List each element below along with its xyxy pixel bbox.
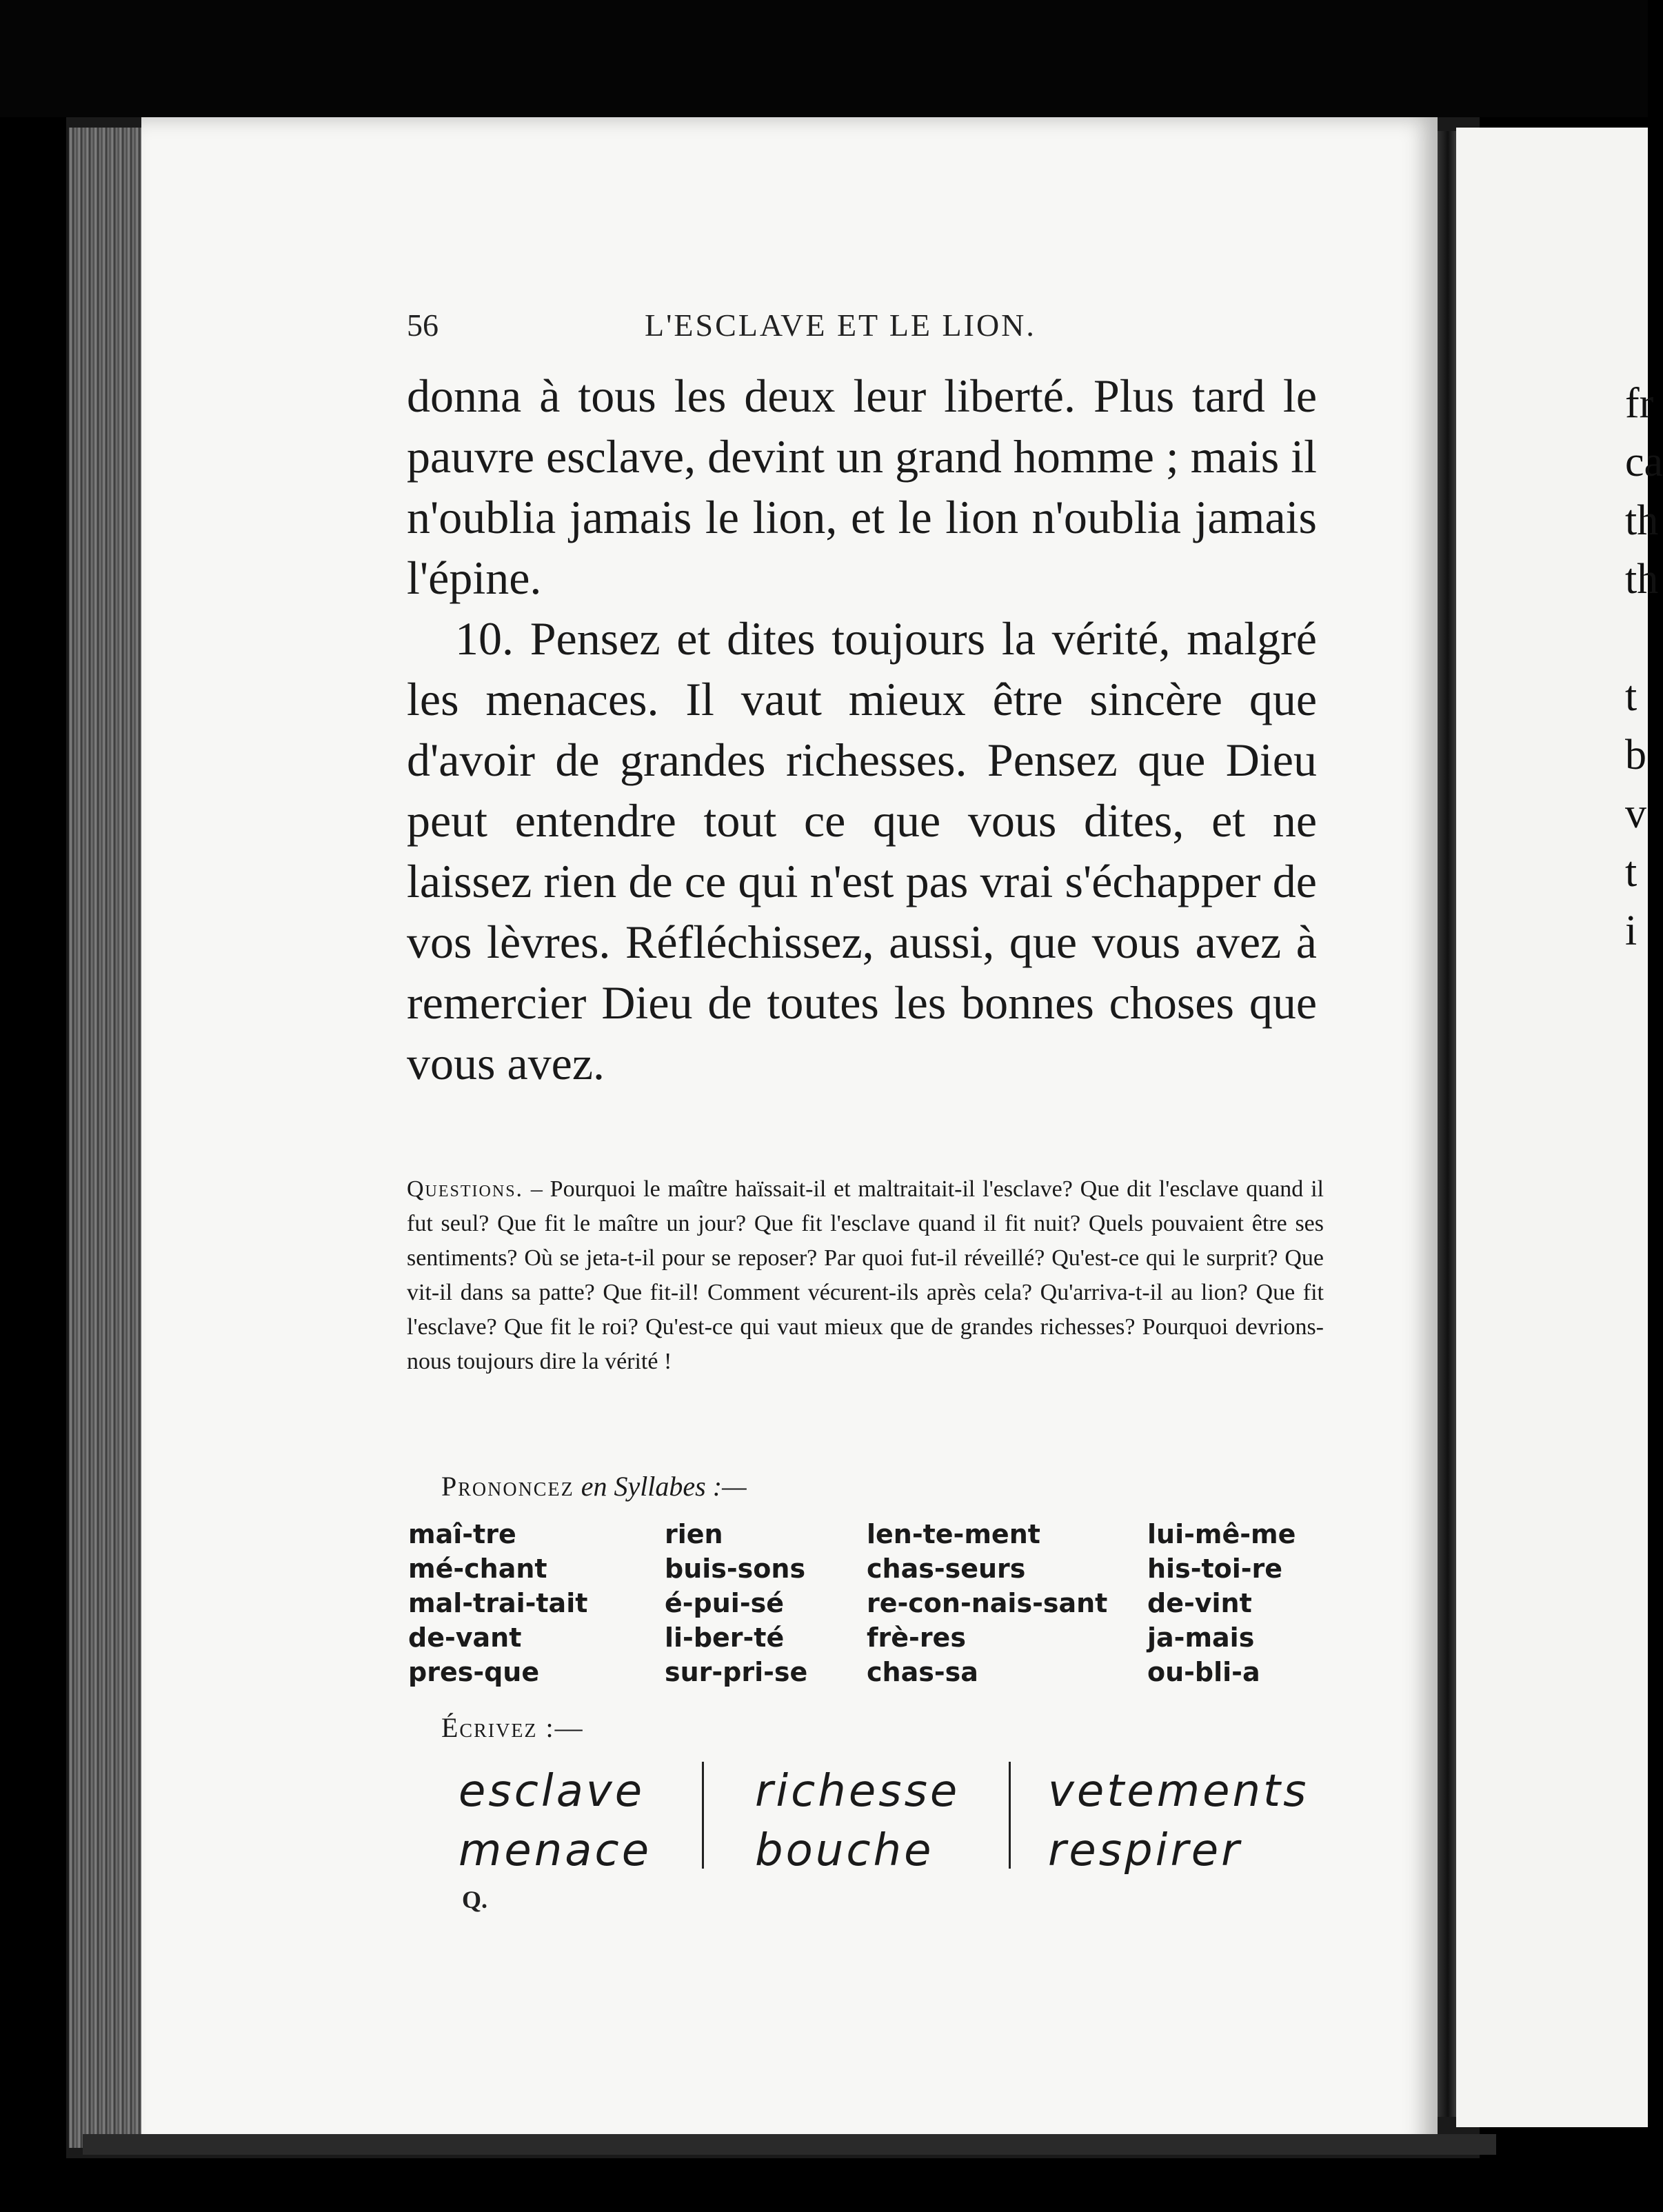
column-divider [1009, 1762, 1011, 1869]
syllable-word: mé-chant [408, 1554, 547, 1584]
syllable-column [867, 1517, 1107, 1689]
facing-page-fragment: b [1625, 732, 1646, 778]
writing-word: respirer [1048, 1825, 1242, 1876]
ecrivez-heading: Écrivez :— [441, 1712, 584, 1743]
book-gutter [1438, 131, 1458, 2117]
writing-word: richesse [755, 1766, 960, 1817]
pronounce-heading: Prononcez en Syllabes :— [441, 1471, 747, 1502]
page-number: 56 [407, 308, 439, 343]
writing-column [1048, 1762, 1309, 1880]
facing-page-fragment: fr [1625, 380, 1654, 427]
syllable-word: sur-pri-se [665, 1657, 808, 1687]
syllable-word: frè-res [867, 1622, 966, 1653]
scan-background-top [0, 0, 1648, 117]
writing-word: esclave [458, 1766, 645, 1817]
page-edges [69, 128, 145, 2148]
syllable-word: pres-que [408, 1657, 540, 1687]
page-bottom-edge [83, 2134, 1496, 2155]
syllable-word: lui-mê-me [1147, 1519, 1296, 1549]
syllable-word: maî-tre [408, 1519, 516, 1549]
syllable-word: chas-sa [867, 1657, 978, 1687]
story-text [407, 365, 1317, 1094]
writing-column [755, 1762, 960, 1880]
syllable-table [408, 1517, 1332, 1696]
syllable-word: ou-bli-a [1147, 1657, 1260, 1687]
questions-text: Pourquoi le maître haïssait-il et maltraitait-il l'esclave? Que dit l'esclave quand il fut seul? Que fit le maître un jour? Que fit l'esclave quand il fit nuit? Quels pouvaient être ses sentiments? Où se jeta-t-il pour se reposer? Par quoi fut-il réveillé? Qu'est-ce qui le surprit? Que vit-il dans sa patte? Que fit-il! Comment vécurent-ils après cela? Qu'arriva-t-il au lion? Que fit l'esclave? Que fit le roi? Qu'est-ce qui vaut mieux que de grandes richesses? Pourquoi devrions-nous toujours dire la vérité ! [407, 1176, 1324, 1374]
syllable-word: é-pui-sé [665, 1588, 784, 1618]
writing-word: menace [458, 1825, 652, 1876]
syllable-word: de-vant [408, 1622, 522, 1653]
syllable-word: buis-sons [665, 1554, 806, 1584]
writing-exercise [458, 1762, 1355, 1876]
syllable-word: rien [665, 1519, 723, 1549]
facing-page-fragment: v [1625, 790, 1646, 837]
syllable-word: de-vint [1147, 1588, 1252, 1618]
syllable-word: mal-trai-tait [408, 1588, 588, 1618]
facing-page-fragment: t [1625, 673, 1637, 720]
syllable-column [1147, 1517, 1296, 1689]
questions-label: Questions. [407, 1176, 524, 1202]
syllable-column [665, 1517, 807, 1689]
syllable-word: chas-seurs [867, 1554, 1026, 1584]
column-divider [702, 1762, 704, 1869]
writing-column [458, 1762, 652, 1880]
writing-word: bouche [755, 1825, 934, 1876]
syllable-word: re-con-nais-sant [867, 1588, 1108, 1618]
syllable-word: len-te-ment [867, 1519, 1040, 1549]
footer-mark: Q. [462, 1886, 488, 1913]
syllable-word: his-toi-re [1147, 1554, 1283, 1584]
facing-page-fragment: i [1625, 907, 1637, 954]
running-head [407, 307, 1096, 348]
writing-word: vetements [1048, 1766, 1309, 1817]
facing-page-fragment: th [1625, 497, 1659, 544]
facing-page [1456, 128, 1663, 2127]
paragraph-10: 10. Pensez et dites toujours la vérité, malgré les menaces. Il vaut mieux être sincère que d'avoir de grandes richesses. Pensez que Dieu peut entendre tout ce que vous dites, et ne laissez rien de ce qui n'est pas vrai s'échapper de vos lèvres. Réfléchissez, aussi, que vous avez à remercier Dieu de toutes les bonnes choses que vous avez. [407, 612, 1317, 1089]
questions-block: Questions. – Pourquoi le maître haïssait-il et maltraitait-il l'esclave? Que dit l'esclave quand il fut seul? Que fit le maître un jour? Que fit l'esclave quand il fit nuit? Quels pouvaient être ses sentiments? Où se jeta-t-il pour se reposer? Par quoi fut-il réveillé? Qu'est-ce qui le surprit? Que vit-il dans sa patte? Que fit-il! Comment vécurent-ils après cela? Qu'arriva-t-il au lion? Que fit l'esclave? Que fit le roi? Qu'est-ce qui vaut mieux que de grandes richesses? Pourquoi devrions-nous toujours dire la vérité ! [407, 1176, 1324, 1374]
syllable-word: ja-mais [1147, 1622, 1255, 1653]
facing-page-fragment: t [1625, 849, 1637, 896]
syllable-word: li-ber-té [665, 1622, 785, 1653]
facing-page-fragment: th [1625, 556, 1659, 603]
page-title: L'ESCLAVE ET LE LION. [645, 308, 1036, 343]
facing-page-fragment: ca [1625, 439, 1663, 485]
syllable-column [408, 1517, 587, 1689]
paragraph-1: donna à tous les deux leur liberté. Plus tard le pauvre esclave, devint un grand homme ; mais il n'oublia jamais le lion, et le lion n'oublia jamais l'épine. [407, 370, 1317, 604]
